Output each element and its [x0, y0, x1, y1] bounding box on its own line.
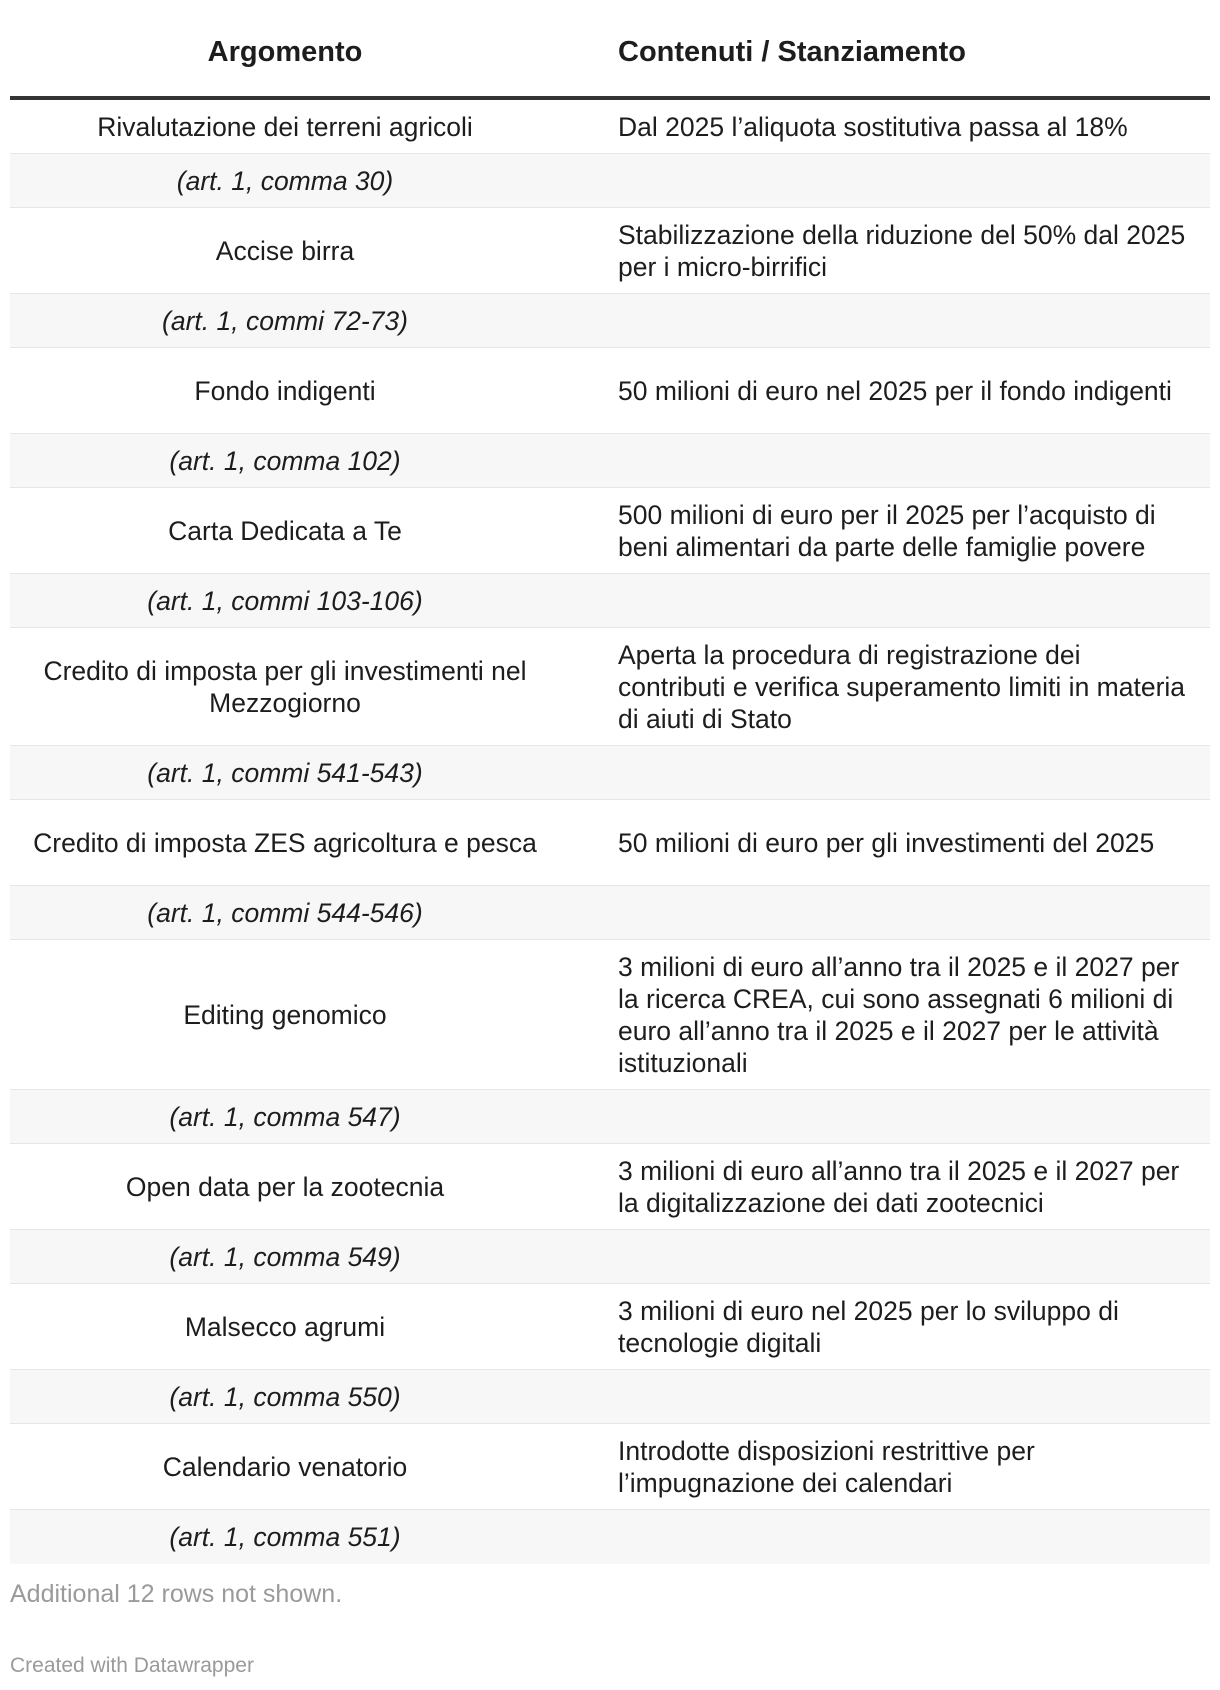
cell-contenuti: Dal 2025 l’aliquota sostitutiva passa al 18%: [618, 111, 1128, 142]
cell-ref: (art. 1, comma 551): [169, 1522, 401, 1552]
cell-contenuti: 50 milioni di euro nel 2025 per il fondo indigenti: [618, 375, 1172, 406]
cell-argomento: Carta Dedicata a Te: [168, 515, 402, 546]
table-row: [10, 1424, 1210, 1510]
header-contenuti: Contenuti / Stanziamento: [618, 35, 966, 68]
cell-contenuti: 50 milioni di euro per gli investimenti del 2025: [618, 827, 1155, 858]
cell-contenuti: 3 milioni di euro nel 2025 per lo sviluppo di tecnologie digitali: [618, 1295, 1119, 1358]
table-row: [10, 208, 1210, 294]
cell-argomento: Accise birra: [215, 235, 355, 266]
cell-contenuti: Aperta la procedura di registrazione dei contributi e verifica superamento limiti in materia di aiuti di Stato: [618, 639, 1186, 734]
cell-ref: (art. 1, commi 544-546): [147, 897, 423, 928]
cell-ref: (art. 1, commi 72-73): [162, 305, 408, 336]
table-row-ref: [10, 1230, 1210, 1284]
cell-argomento: Editing genomico: [183, 999, 387, 1030]
table-row: [10, 1144, 1210, 1230]
table-row-ref: [10, 434, 1210, 488]
cell-ref: (art. 1, comma 102): [169, 445, 401, 476]
table-row: [10, 488, 1210, 574]
cell-contenuti: Introdotte disposizioni restrittive per l’impugnazione dei calendari: [618, 1435, 1035, 1498]
header-argomento: Argomento: [207, 35, 363, 68]
cell-ref: (art. 1, comma 550): [169, 1381, 401, 1412]
cell-argomento: Credito di imposta per gli investimenti nel Mezzogiorno: [43, 655, 527, 718]
table-row-ref: [10, 1370, 1210, 1424]
cell-contenuti: Stabilizzazione della riduzione del 50% dal 2025 per i micro-birrifici: [618, 219, 1186, 282]
data-table: [10, 0, 1210, 1564]
table-row: [10, 100, 1210, 154]
table-row: [10, 1284, 1210, 1370]
cell-contenuti: 3 milioni di euro all’anno tra il 2025 e il 2027 per la ricerca CREA, cui sono assegnati 6 milioni di euro all’anno tra il 2025 e il 2027 per le attività istituzionali: [618, 951, 1180, 1078]
cell-argomento: Rivalutazione dei terreni agricoli: [97, 111, 473, 142]
cell-contenuti: 500 milioni di euro per il 2025 per l’acquisto di beni alimentari da parte delle famiglie povere: [618, 499, 1156, 562]
table-row-ref: [10, 154, 1210, 208]
table-row-ref: [10, 574, 1210, 628]
table-header: [10, 0, 1210, 100]
cell-argomento: Calendario venatorio: [162, 1451, 408, 1482]
table-row-ref: [10, 1090, 1210, 1144]
datawrapper-credit: Created with Datawrapper: [10, 1654, 254, 1677]
table-row-ref: [10, 1510, 1210, 1564]
cell-ref: (art. 1, comma 30): [176, 165, 394, 196]
table-row-ref: [10, 746, 1210, 800]
cell-argomento: Malsecco agrumi: [184, 1311, 386, 1342]
cell-argomento: Fondo indigenti: [194, 375, 376, 406]
cell-ref: (art. 1, comma 549): [169, 1241, 401, 1272]
table-row-ref: [10, 294, 1210, 348]
cell-argomento: Credito di imposta ZES agricoltura e pesca: [33, 827, 537, 858]
cell-ref: (art. 1, comma 547): [169, 1101, 401, 1132]
cell-argomento: Open data per la zootecnia: [125, 1171, 445, 1202]
table-row: [10, 348, 1210, 434]
cell-contenuti: 3 milioni di euro all’anno tra il 2025 e il 2027 per la digitalizzazione dei dati zootecnici: [618, 1155, 1180, 1218]
table-row-ref: [10, 886, 1210, 940]
table-row: [10, 940, 1210, 1090]
table-row: [10, 628, 1210, 746]
rows-hidden-note: Additional 12 rows not shown.: [10, 1580, 343, 1608]
table-row: [10, 800, 1210, 886]
cell-ref: (art. 1, commi 541-543): [147, 757, 423, 788]
cell-ref: (art. 1, commi 103-106): [147, 585, 423, 616]
